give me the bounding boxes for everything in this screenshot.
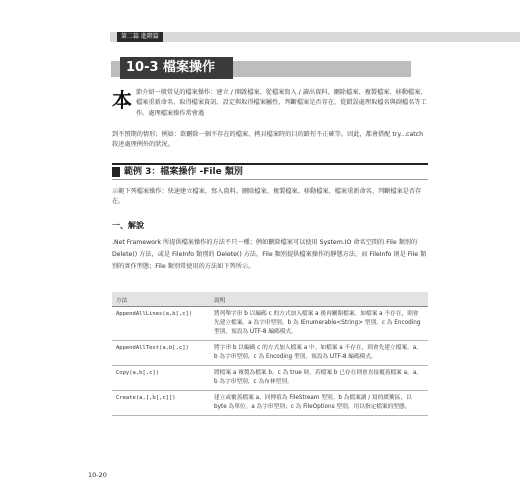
method-cell: Copy(a,b[,c]) <box>112 366 210 391</box>
example-description: 示範下列檔案操作：快速建立檔案、寫入資料、刪除檔案、複製檔案、移動檔案、檔案重新命名、判斷檔案是否存在。 <box>112 188 422 206</box>
method-column-header: 方法 <box>112 292 210 307</box>
methods-table <box>112 292 428 416</box>
example-title: 範例 3：檔案操作 -File 類別 <box>124 167 243 177</box>
intro-paragraph-continued: 到不預期的情形；例如：欲刪除一個不存在的檔案、拷貝檔案時的目的路徑不正確等。因此，都會搭配 try...catch 敘述處理例外的狀況。 <box>112 131 423 149</box>
table-row <box>112 341 428 366</box>
intro-drop-cap: 本 <box>112 88 132 112</box>
table-row <box>112 307 428 341</box>
description-cell: 建立或覆蓋檔案 a，回傳值為 FileStream 型別。b 為檔案讀 / 寫的緩衝區，以 byte 為單位。a 為字串型別；c 為 FileOptions 型別，用以指定檔案的型態。 <box>210 391 428 416</box>
method-cell: AppendAllLines(a,b[,c]) <box>112 307 210 341</box>
explanation-paragraph: .Net Framework 所提供檔案操作的方法不只一種；例如刪除檔案可以使用 System.IO 命名空間的 File 類別的 Delete() 方法，或是 FileInfo 類別的 Delete() 方法。File 類別提供檔案操作的靜態方法，而 FileInfo 則是 File 類別的實作型態；File 類別常使用的方法如下列所示。 <box>112 239 427 270</box>
section-title: 10-3 檔案操作 <box>120 57 233 79</box>
method-cell: Create(a,[,b[,c]]) <box>112 391 210 416</box>
description-column-header: 說明 <box>210 292 428 307</box>
description-cell: 將列舉字串 b 以編碼 c 的方式加入檔案 a 後再關閉檔案。如檔案 a 不存在，則會先建立檔案。a 為字串型別，b 為 IEnumerable<String> 型別，c 為 Encoding 型別，預設為 UTF-8 編碼模式。 <box>210 307 428 341</box>
example-title-bar <box>112 163 428 180</box>
chapter-label: 第二篇 進階篇 <box>117 32 163 42</box>
description-cell: 將檔案 a 複製為檔案 b。c 為 true 時，若檔案 b 已存在則會直接覆蓋檔案 a。a、b 為字串型別，c 為布林型別。 <box>210 366 428 391</box>
explanation-heading: 一、解說 <box>112 221 144 230</box>
method-cell: AppendAllText(a,b[,c]) <box>112 341 210 366</box>
header-band <box>110 32 520 42</box>
table-row <box>112 366 428 391</box>
intro-paragraph: 節介紹一般常見的檔案操作：建立 / 開啟檔案、從檔案寫入 / 讀出資料、刪除檔案、複製檔案、移動檔案、檔案重新命名、取得檔案資訊、設定與取得檔案屬性、判斷檔案是否存在，從錯誤處理取檔名與副檔名等工作。處理檔案操作常會遇 <box>136 89 427 117</box>
table-header-row <box>112 292 428 307</box>
table-row <box>112 391 428 416</box>
description-cell: 將字串 b 以編碼 c 的方式加入檔案 a 中。如檔案 a 不存在，則會先建立檔案。a、b 為字串型別，c 為 Encoding 型別，預設為 UTF-8 編碼模式。 <box>210 341 428 366</box>
example-marker <box>112 167 120 177</box>
page-number: 10-20 <box>88 471 107 479</box>
